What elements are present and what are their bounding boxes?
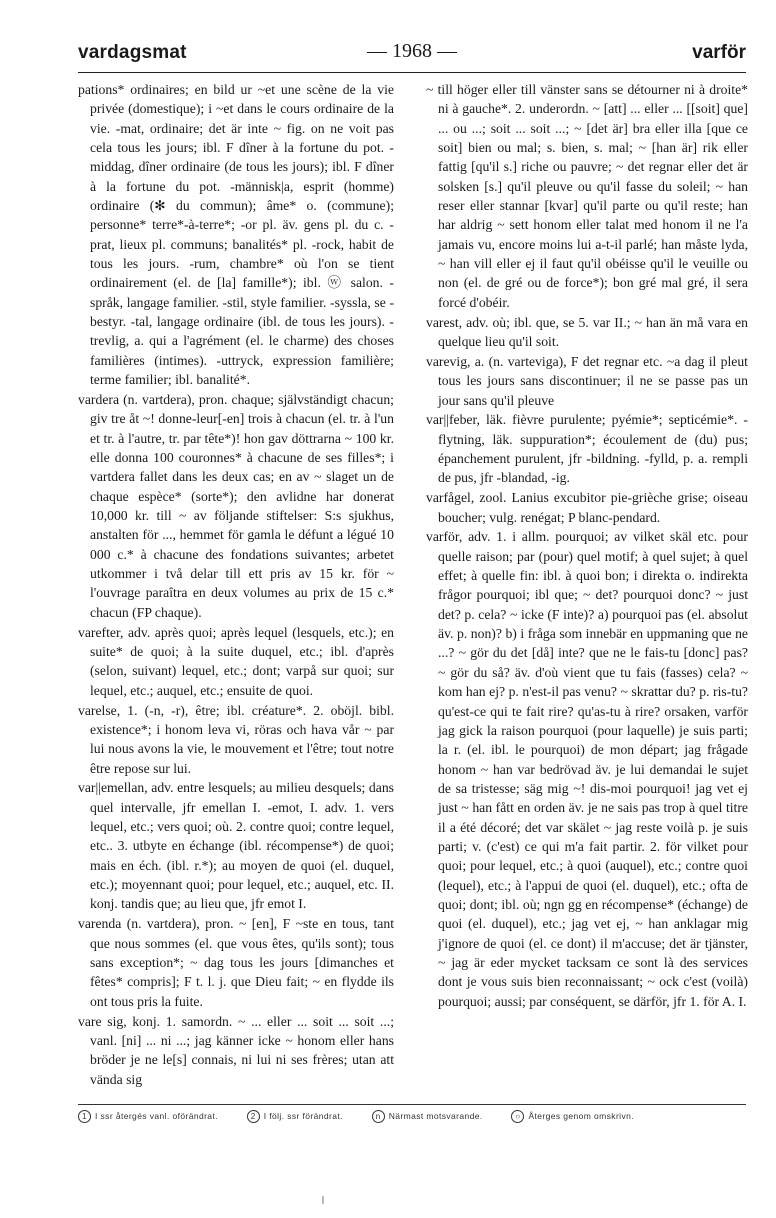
dictionary-entry: ~ till höger eller till vänster sans se détourner ni à droite* ni à gauche*. 2. underordn. ~ [att] ... eller ... [[soit] que] ... ou ...; soit ... soit ...; ~ [det är] bra eller illa [que ce soit] bien ou mal; s. bien, s. mal; ~ [han är] rik eller fattig [qu'il s.] riche ou pauvre; ~ det regnar eller det är solsken [s.] qu'il pleuve ou qu'il fasse du soleil; ~ han reser eller stannar [kvar] qu'il parte ou qu'il reste; han har aldrig ~ sett honom eller talat med honom il ne l'a jamais vu, encore moins lui a-t-il parlé; han måste lyda, ~ han vill eller ej il faut qu'il obéisse qu'il le veuille ou non (el. de gré ou de force*); bon gré mal gré, il sera forcé d'obéir. — [426, 82, 748, 310]
footnote-mark-icon: n — [372, 1110, 385, 1123]
dictionary-entry: varför, adv. 1. i allm. pourquoi; av vilket skäl etc. pour quelle raison; par (pour) quel motif; à quel sujet; à quel effet; à quelle fin: ibl. à quoi bon; i direkta o. indirekta frågor pourquoi; ibl que; ~ det? pourquoi donc? ~ just det? p. cela? ~ icke (F inte)? a) pourquoi pas (el. absolut äv. p. non)? b) i fråga som innebär en uppmaning que ne ...? ~ gör du det [då] inte? que ne le fais-tu [donc] pas? ~ gör du så? äv. d'où vient que tu fais (fasses) cela? ~ kom han ej? p. n'est-il pas venu? ~ skrattar du? p. ris-tu? qu'est-ce qui te fait rire? qu'as-tu à rire? orsaken, varför jag gick la raison pourquoi (pour laquelle) je suis parti; la r. (el. ibl. le pourquoi) de mon départ; jag frågade honom ~ han var bedrövad äv. je lui demandai le sujet de sa tristesse; säg mig ~! dis-moi pourquoi! jag vet ej just ~ han fått en orden äv. je ne sais pas trop à quel titre il a été décoré; det var skälet ~ jag reste voilà p. je suis parti; v. (c'est) ce qui m'a fait partir. 2. för vilket pour quoi; pour lequel, etc.; à quoi (auquel), etc.; contre quoi (lequel), etc.; à l'appui de quoi (el. duquel), etc.; ofta de quoi; dont; ibl. où; ngn gg en récompense* (échange) de quoi (el. duquel), etc.; jag vet ej, ~ han anklagar mig j'ignore de quoi (el. ce dont) il m'accuse; det är tjänster, ~ jag är eder mycket tacksam ce sont là des services dont je vous suis bien reconnaissant; ~ ock c'est (voilà) pourquoi; aussi; par conséquent, se därför, jfr 1. för A. I. — [426, 529, 748, 1009]
page-header — [78, 36, 746, 70]
right-column — [426, 80, 748, 1011]
dictionary-entry: varenda (n. vartdera), pron. ~ [en], F ~ste en tous, tant que nous sommes (el. que vous êtes, qu'ils sont); tous sans exception*; ~ dag tous les jours [dimanches et fêtes* compris]; F t. l. j. que Dieu fait; ~ en flydde ils ont tous pris la fuite. — [78, 916, 394, 1009]
footnote-text: Närmast motsvarande. — [388, 1110, 483, 1121]
footnote-mark-icon: 2 — [247, 1110, 260, 1123]
dictionary-entry: var||feber, läk. fièvre purulente; pyémie*; septicémie*. -flytning, läk. suppuration*; écoulement de (du) pus; épanchement purulent, jfr -bildning. -fylld, p. a. rempli de pus, jfr -blandad, -ig. — [426, 412, 748, 486]
footnote — [78, 1110, 218, 1123]
dictionary-entry: vare sig, konj. 1. samordn. ~ ... eller ... soit ... soit ...; vanl. [ni] ... ni ...; jag känner icke ~ honom eller hans bröder je ne le[s] connais, ni lui ni ses frères; utan att vända sig — [78, 1013, 394, 1087]
dictionary-entry: varefter, adv. après quoi; après lequel (lesquels, etc.); en suite* de quoi; à la suite duquel, etc.; ibl. d'après (selon, suivant) lequel, etc.; dont; varpå sur quoi; sur lequel, etc.; auquel, etc.; ensuite de quoi. — [78, 624, 394, 698]
footnote — [511, 1110, 634, 1123]
dictionary-entry: varelse, 1. (-n, -r), être; ibl. créature*. 2. oböjl. bibl. existence*; i honom leva vi, röras och hava vår ~ par lui nous avons la vie, le mouvement et l'être; tout notre être repose sur lui. — [78, 702, 394, 776]
footer-rule — [78, 1104, 746, 1105]
footnote-text: I ssr återgés vanl. oförändrat. — [95, 1110, 218, 1121]
dictionary-entry: pations* ordinaires; en bild ur ~et une scène de la vie privée (domestique); i ~et dans le cours ordinaire de la vie. -mat, ordinaire; det är inte ~ fig. on ne voit pas cela tous les jours; ibl. F dîner à la fortune du pot. -middag, dîner ordinaire (de tous les jours); ibl. F dîner à la fortune du pot. -människ|a, esprit (homme) ordinaire (✻ du commun); âme* o. (commune); personne* terre*-à-terre*; -or pl. äv. gens pl. du c. -prat, lieux pl. communs; banalités* pl. -rock, habit de tous les jours. -rum, chambre* où l'on se tient ordinairement (el. de [la] famille*); ibl. ⓦ salon. -språk, langage familier. -stil, style familier. -syssla, se -bestyr. -tal, langage ordinaire (ibl. de tous les jours). -trevlig, a. qui a l'agrément (el. le charme) des choses familières (intimes). -uttryck, expression familière; terme familier; ibl. banalité*. — [78, 82, 394, 388]
footnote-mark-icon: ○ — [511, 1110, 524, 1123]
footnote-text: Återges genom omskrivn. — [528, 1110, 635, 1121]
right-guide-word: varför — [692, 42, 746, 63]
page-number: — 1968 — — [367, 40, 457, 62]
dictionary-entry: varevig, a. (n. varteviga), F det regnar etc. ~a dag il pleut tous les jours sans discontinuer; il ne se passe pas un jour sans qu'il pleuve — [426, 353, 748, 408]
dictionary-entry: varest, adv. où; ibl. que, se 5. var II.; ~ han än må vara en quelque lieu qu'il soit. — [426, 314, 748, 349]
footnote-text: I följ. ssr förändrat. — [263, 1110, 343, 1121]
dictionary-entry: varfågel, zool. Lanius excubitor pie-grièche grise; oiseau boucher; vulg. renégat; P blanc-pendard. — [426, 490, 748, 525]
footnote — [372, 1110, 483, 1123]
left-column — [78, 80, 394, 1089]
dictionary-entry: vardera (n. vartdera), pron. chaque; självständigt chacun; giv tre åt ~! donne-leur[-en] trois à chacun (el. tr. à l'un et tr. à l'autre, tr. par tête*)! hon gav döttrarna ~ 100 kr. elle donna 100 couronnes* à chacune de ses filles*; i vartdera fallet dans les deux cas; en av ~ slaget un de chaque espèce* (sorte*); den avlidne har donerat 10,000 kr. till ~ av följande stiftelser: S:s sjukhus, anstalten för ..., hemmet för gamla le défunt a légué 10 000 c.* à chacune des fondations suivantes; arbetet utkommer i två delar till ett pris av 15 kr. för ~ l'ouvrage paraîtra en deux volumes au prix de 15 c.* chacun (FP chaque). — [78, 392, 394, 620]
scan-artifact — [322, 1196, 324, 1204]
footnote — [247, 1110, 343, 1123]
dictionary-entry: var||emellan, adv. entre lesquels; au milieu desquels; dans quel intervalle, jfr emellan I. -emot, I. adv. 1. vers lequel, etc.; vers quoi; où. 2. contre quoi; contre lequel, etc.. 3. utbyte en échange (ibl. récompense*) de quoi; mais en éch. (ibl. r.*); au moyen de quoi (el. duquel, etc.); moyennant quoi; pour lequel, etc.; auquel, etc. II. konj. tandis que; au lieu que, jfr emot I. — [78, 780, 394, 912]
left-guide-word: vardagsmat — [78, 42, 187, 63]
header-rule — [78, 72, 746, 73]
footnotes — [78, 1110, 746, 1132]
footnote-mark-icon: 1 — [78, 1110, 91, 1123]
